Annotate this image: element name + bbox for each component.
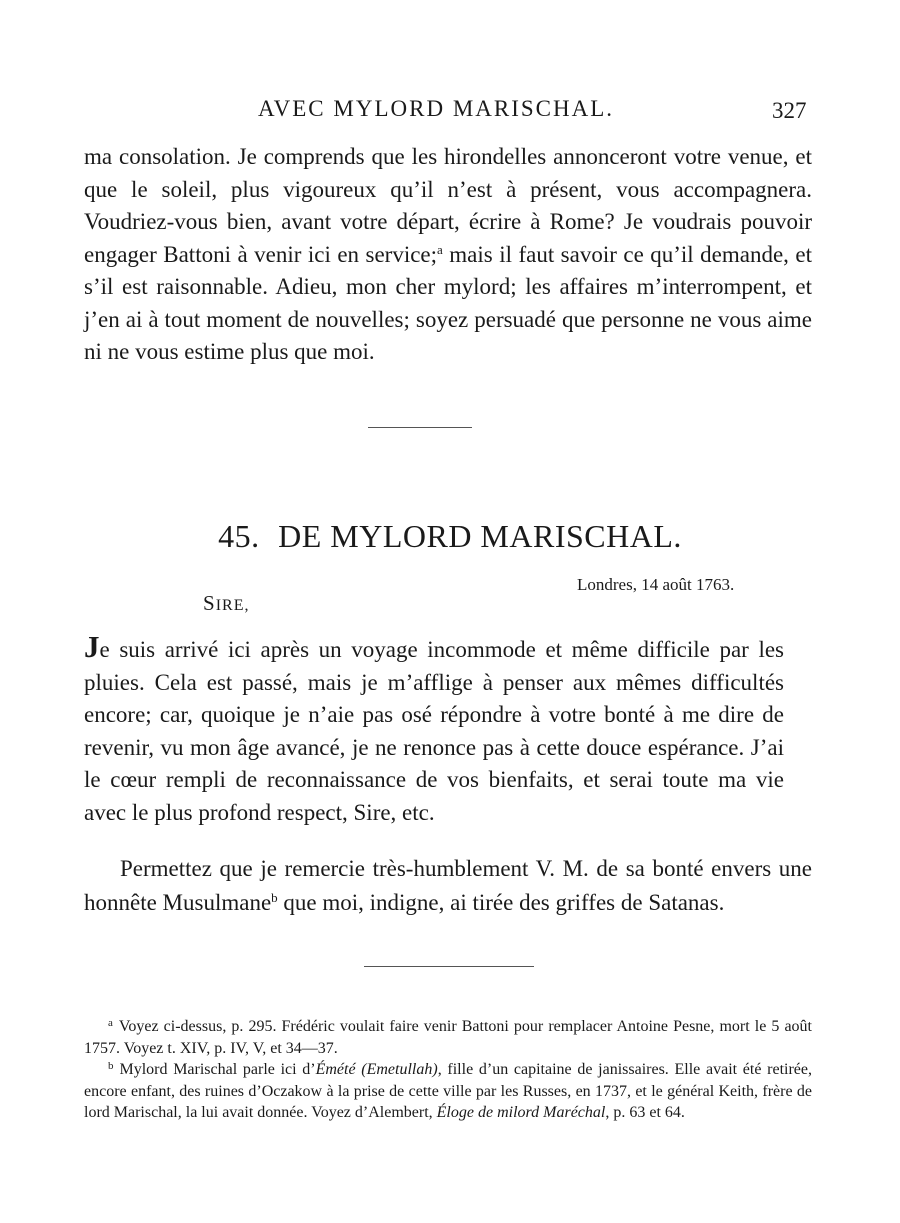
letter-title [0, 518, 900, 555]
paragraph-1-text: e suis arrivé ici après un voyage incommode et même difficile par les pluies. Cela est passé, mais je m’afflige à penser aux mêmes difficultés encore; car, quoique je n’aie pas osé répondre à votre bonté à me dire de revenir, vu mon âge avancé, je ne renonce pas à cette douce espérance. J’ai le cœur rempli de reconnaissance de vos bienfaits, et serai toute ma vie avec le plus profond respect, Sire, etc. [84, 637, 784, 825]
continuation-text [84, 141, 812, 369]
footnote-ref-b[interactable]: b [271, 890, 278, 905]
footnote-b-italic-1: Émété (Emetullah) [315, 1061, 438, 1078]
dateline: Londres, 14 août 1763. [577, 575, 735, 594]
section-divider [368, 427, 472, 428]
footnote-b-text-3: , p. 63 et 64. [605, 1104, 685, 1121]
letter-body [84, 631, 784, 829]
footnotes [84, 1016, 812, 1124]
footnote-a-mark: a [108, 1017, 113, 1029]
salutation [203, 591, 249, 616]
drop-initial: J [84, 629, 100, 664]
continuation-paragraph [84, 141, 812, 369]
letter-heading: DE MYLORD MARISCHAL. [278, 518, 682, 554]
continuation-text-part2: mais il faut savoir ce qu’il demande, et s’il est raisonnable. Adieu, mon cher mylord; les affaires m’interrompent, et j’en ai à tout moment de nouvelles; soyez persuadé que personne ne vous aime ni ne vous estime plus que moi. [84, 241, 812, 364]
footnote-a-text: Voyez ci-dessus, p. 295. Frédéric voulait faire venir Battoni pour remplacer Antoine Pesne, mort le 5 août 1757. Voyez t. XIV, p. IV, V, et 34—37. [84, 1018, 812, 1057]
footnote-b-mark: b [108, 1060, 114, 1072]
page-header [0, 96, 900, 130]
footnote-ref-a[interactable]: a [437, 241, 443, 257]
letter-paragraph-1 [84, 631, 784, 829]
paragraph-2-text-part1: Permettez que je remercie très-humblement V. M. de sa bonté envers une honnête Musulmane [84, 856, 812, 915]
running-title: AVEC MYLORD MARISCHAL. [258, 96, 615, 121]
salutation-initial: S [203, 591, 216, 615]
letter-paragraph-2 [84, 852, 812, 920]
salutation-rest: IRE, [215, 597, 250, 614]
letter-number: 45. [218, 518, 260, 554]
letter-postscript [84, 852, 812, 920]
footnote-divider [364, 966, 534, 967]
footnote-a [84, 1016, 812, 1059]
paragraph-2-text-part2: que moi, indigne, ai tirée des griffes de Satanas. [277, 890, 725, 915]
footnote-b [84, 1059, 812, 1124]
footnote-b-italic-2: Éloge de milord Maréchal [436, 1104, 606, 1121]
page-number: 327 [772, 98, 807, 123]
continuation-text-part1: ma consolation. Je comprends que les hirondelles annonceront votre venue, et que le soleil, plus vigoureux qu’il n’est à présent, vous accompagnera. Voudriez-vous bien, avant votre départ, écrire à Rome? Je voudrais pouvoir engager Battoni à venir ici en service; [84, 144, 812, 267]
footnote-b-text-1: Mylord Marischal parle ici d’ [119, 1061, 316, 1078]
footnote-b-text-2: , fille d’un capitaine de janissaires. Elle avait été retirée, encore enfant, des ruines d’Oczakow à la prise de cette ville par les Russes, en 1737, et le général Keith, frère de lord Marischal, la lui avait donnée. Voyez d’Alembert, [84, 1061, 812, 1121]
